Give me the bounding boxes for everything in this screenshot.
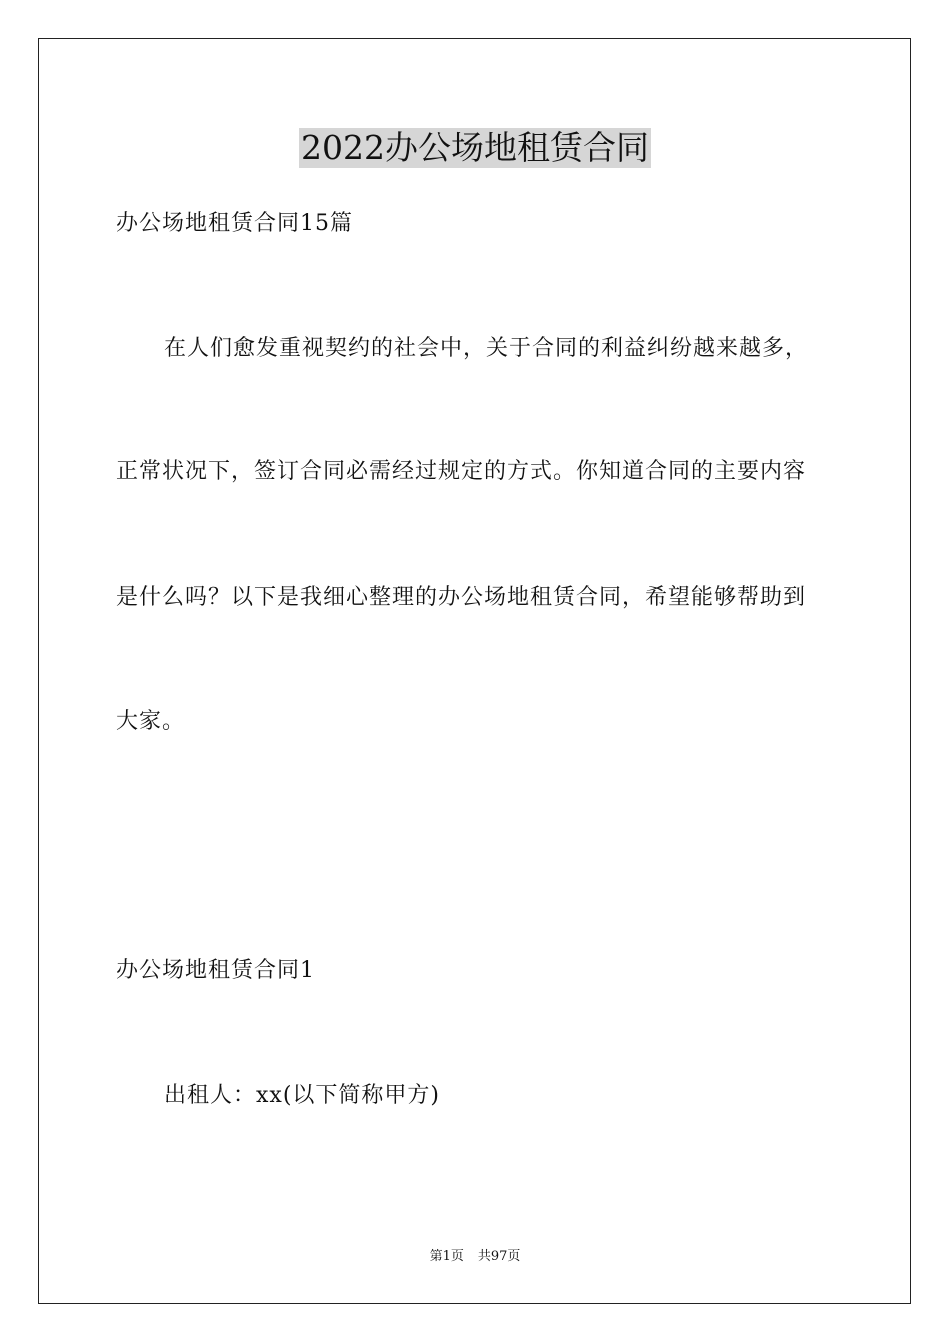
intro-paragraph-line: 在人们愈发重视契约的社会中，关于合同的利益纠纷越来越多， [164, 336, 809, 361]
document-title: 2022办公场地租赁合同 [301, 128, 649, 167]
page-number: 第1页 [429, 1249, 464, 1264]
section-heading: 办公场地租赁合同1 [116, 958, 315, 983]
intro-paragraph-line: 大家。 [116, 709, 186, 734]
intro-paragraph-line: 是什么吗？以下是我细心整理的办公场地租赁合同，希望能够帮助到 [116, 585, 807, 610]
lessor-line: 出租人：xx(以下简称甲方) [164, 1083, 440, 1108]
document-subtitle: 办公场地租赁合同15篇 [116, 211, 353, 236]
page-total: 共97页 [477, 1249, 521, 1264]
page-footer [0, 1248, 950, 1266]
intro-paragraph-line: 正常状况下，签订合同必需经过规定的方式。你知道合同的主要内容 [116, 459, 807, 484]
document-title-wrapper [0, 128, 950, 174]
